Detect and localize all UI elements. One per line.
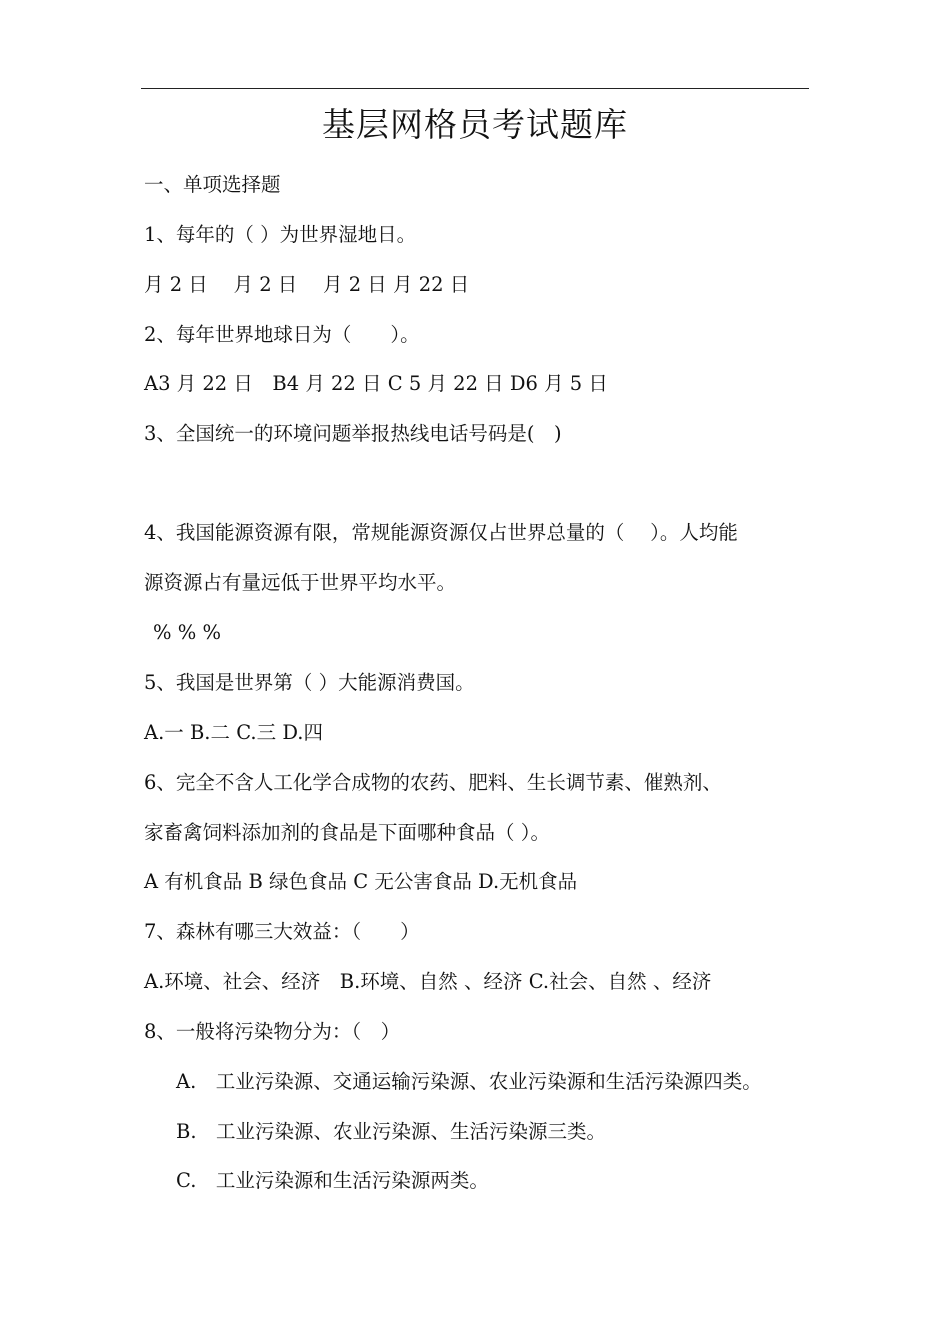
document-title: 基层网格员考试题库	[322, 105, 628, 144]
question-4-options: % % %	[153, 621, 221, 644]
question-1: 1、每年的（ ）为世界湿地日。	[144, 223, 417, 246]
section-heading: 一、单项选择题	[144, 173, 281, 196]
question-8-option-a: A. 工业污染源、交通运输污染源、农业污染源和生活污染源四类。	[176, 1070, 762, 1093]
question-5: 5、我国是世界第（ ）大能源消费国。	[144, 671, 475, 694]
question-2: 2、每年世界地球日为（ ）。	[144, 323, 420, 346]
question-3: 3、全国统一的环境问题举报热线电话号码是( )	[144, 422, 562, 445]
question-7: 7、森林有哪三大效益：（ ）	[144, 920, 420, 943]
header-rule	[141, 88, 809, 89]
question-7-options: A.环境、社会、经济 B.环境、自然 、经济 C.社会、自然 、经济	[144, 970, 712, 993]
question-6-line-1: 6、完全不含人工化学合成物的农药、肥料、生长调节素、催熟剂、	[144, 771, 722, 794]
question-4-line-1: 4、我国能源资源有限，常规能源资源仅占世界总量的（ ）。人均能	[144, 521, 738, 544]
question-5-options: A.一 B.二 C.三 D.四	[144, 721, 323, 744]
question-6-options: A 有机食品 B 绿色食品 C 无公害食品 D.无机食品	[144, 870, 578, 893]
question-6-line-2: 家畜禽饲料添加剂的食品是下面哪种食品（ ）。	[144, 821, 550, 844]
question-8-option-c: C. 工业污染源和生活污染源两类。	[176, 1169, 489, 1192]
question-2-options: A3 月 22 日 B4 月 22 日 C 5 月 22 日 D6 月 5 日	[144, 372, 608, 395]
question-4-line-2: 源资源占有量远低于世界平均水平。	[144, 571, 457, 594]
question-1-options: 月 2 日 月 2 日 月 2 日 月 22 日	[144, 273, 470, 296]
question-8-option-b: B. 工业污染源、农业污染源、生活污染源三类。	[176, 1120, 607, 1143]
question-8: 8、一般将污染物分为：（ ）	[144, 1020, 401, 1043]
